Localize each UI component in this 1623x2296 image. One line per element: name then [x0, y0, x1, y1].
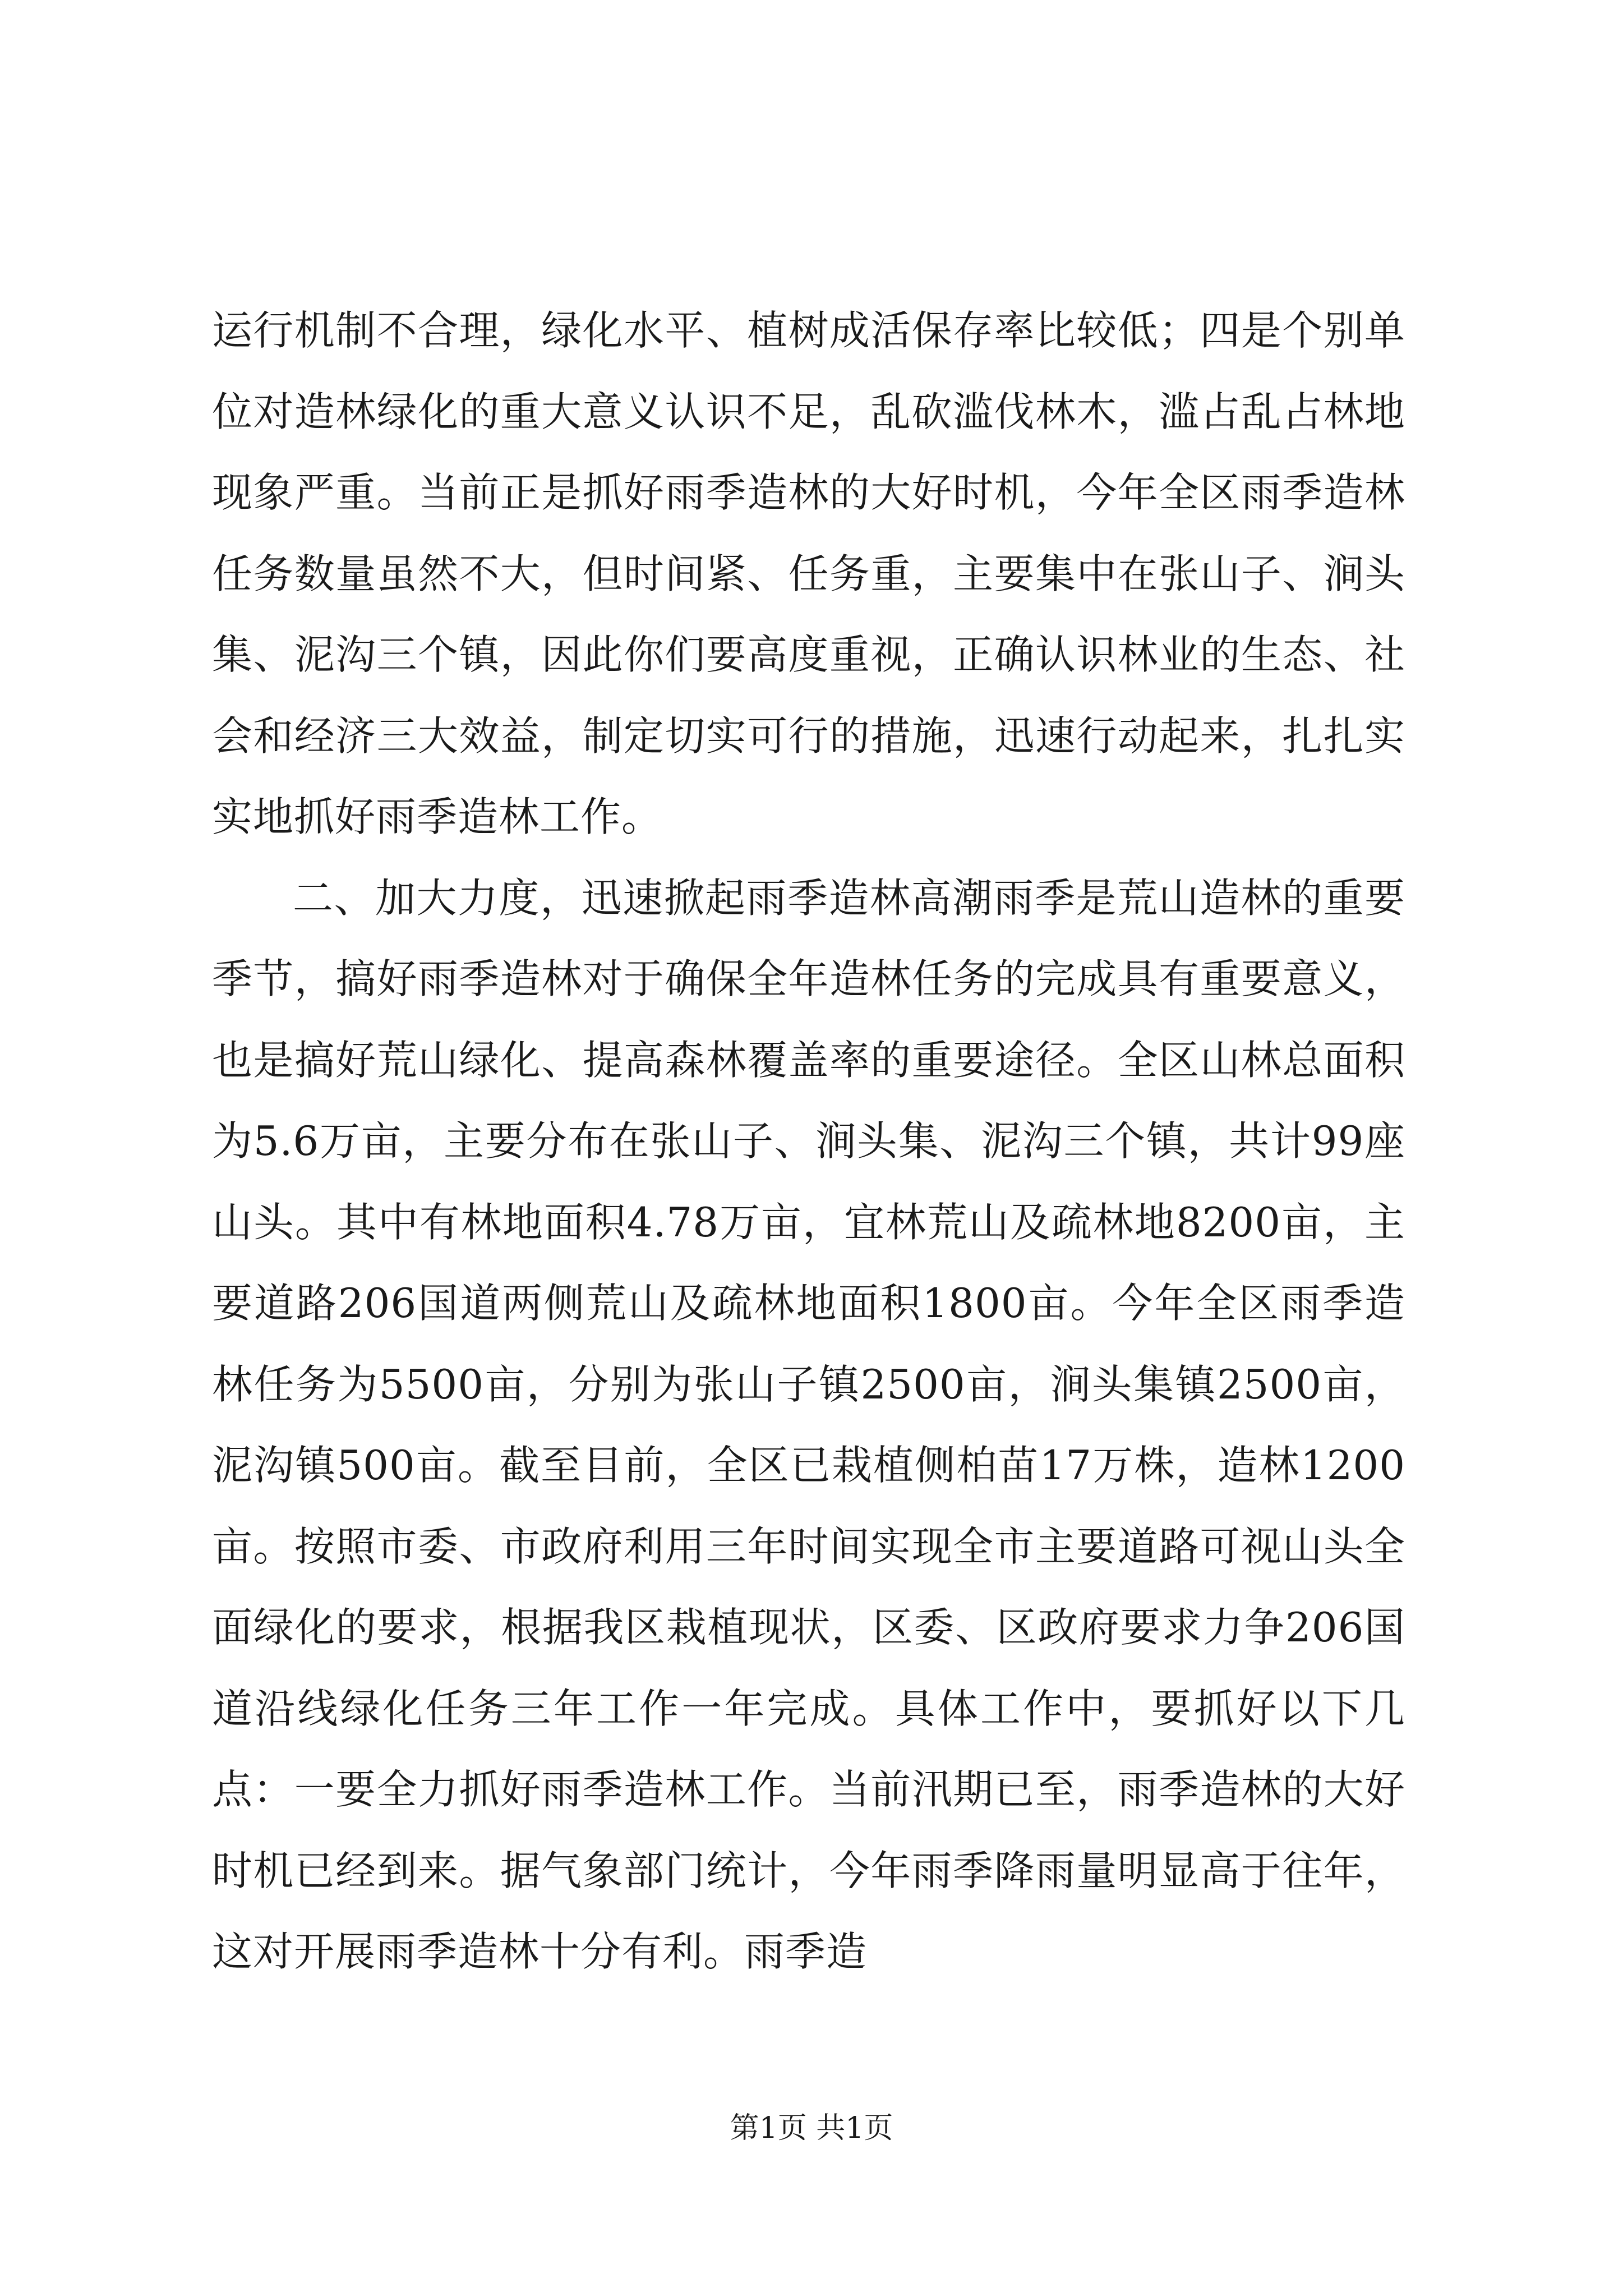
paragraph-1: 运行机制不合理，绿化水平、植树成活保存率比较低；四是个别单位对造林绿化的重大意义认识不足，乱砍滥伐林木，滥占乱占林地现象严重。当前正是抓好雨季造林的大好时机，今年全区雨季造林任务数量虽然不大，但时间紧、任务重，主要集中在张山子、涧头集、泥沟三个镇，因此你们要高度重视，正确认识林业的生态、社会和经济三大效益，制定切实可行的措施，迅速行动起来，扎扎实实地抓好雨季造林工作。	[212, 307, 1405, 840]
page-footer: 第1页 共1页	[730, 2111, 893, 2145]
paragraph-2: 二、加大力度，迅速掀起雨季造林高潮雨季是荒山造林的重要季节，搞好雨季造林对于确保全年造林任务的完成具有重要意义，也是搞好荒山绿化、提高森林覆盖率的重要途径。全区山林总面积为5.6万亩，主要分布在张山子、涧头集、泥沟三个镇，共计99座山头。其中有林地面积4.78万亩，宜林荒山及疏林地8200亩，主要道路206国道两侧荒山及疏林地面积1800亩。今年全区雨季造林任务为5500亩，分别为张山子镇2500亩，涧头集镇2500亩，泥沟镇500亩。截至目前，全区已栽植侧柏苗17万株，造林1200亩。按照市委、市政府利用三年时间实现全市主要道路可视山头全面绿化的要求，根据我区栽植现状，区委、区政府要求力争206国道沿线绿化任务三年工作一年完成。具体工作中，要抓好以下几点：一要全力抓好雨季造林工作。当前汛期已至，雨季造林的大好时机已经到来。据气象部门统计，今年雨季降雨量明显高于往年，这对开展雨季造林十分有利。雨季造	[212, 874, 1405, 1975]
document-body	[212, 290, 1405, 1993]
